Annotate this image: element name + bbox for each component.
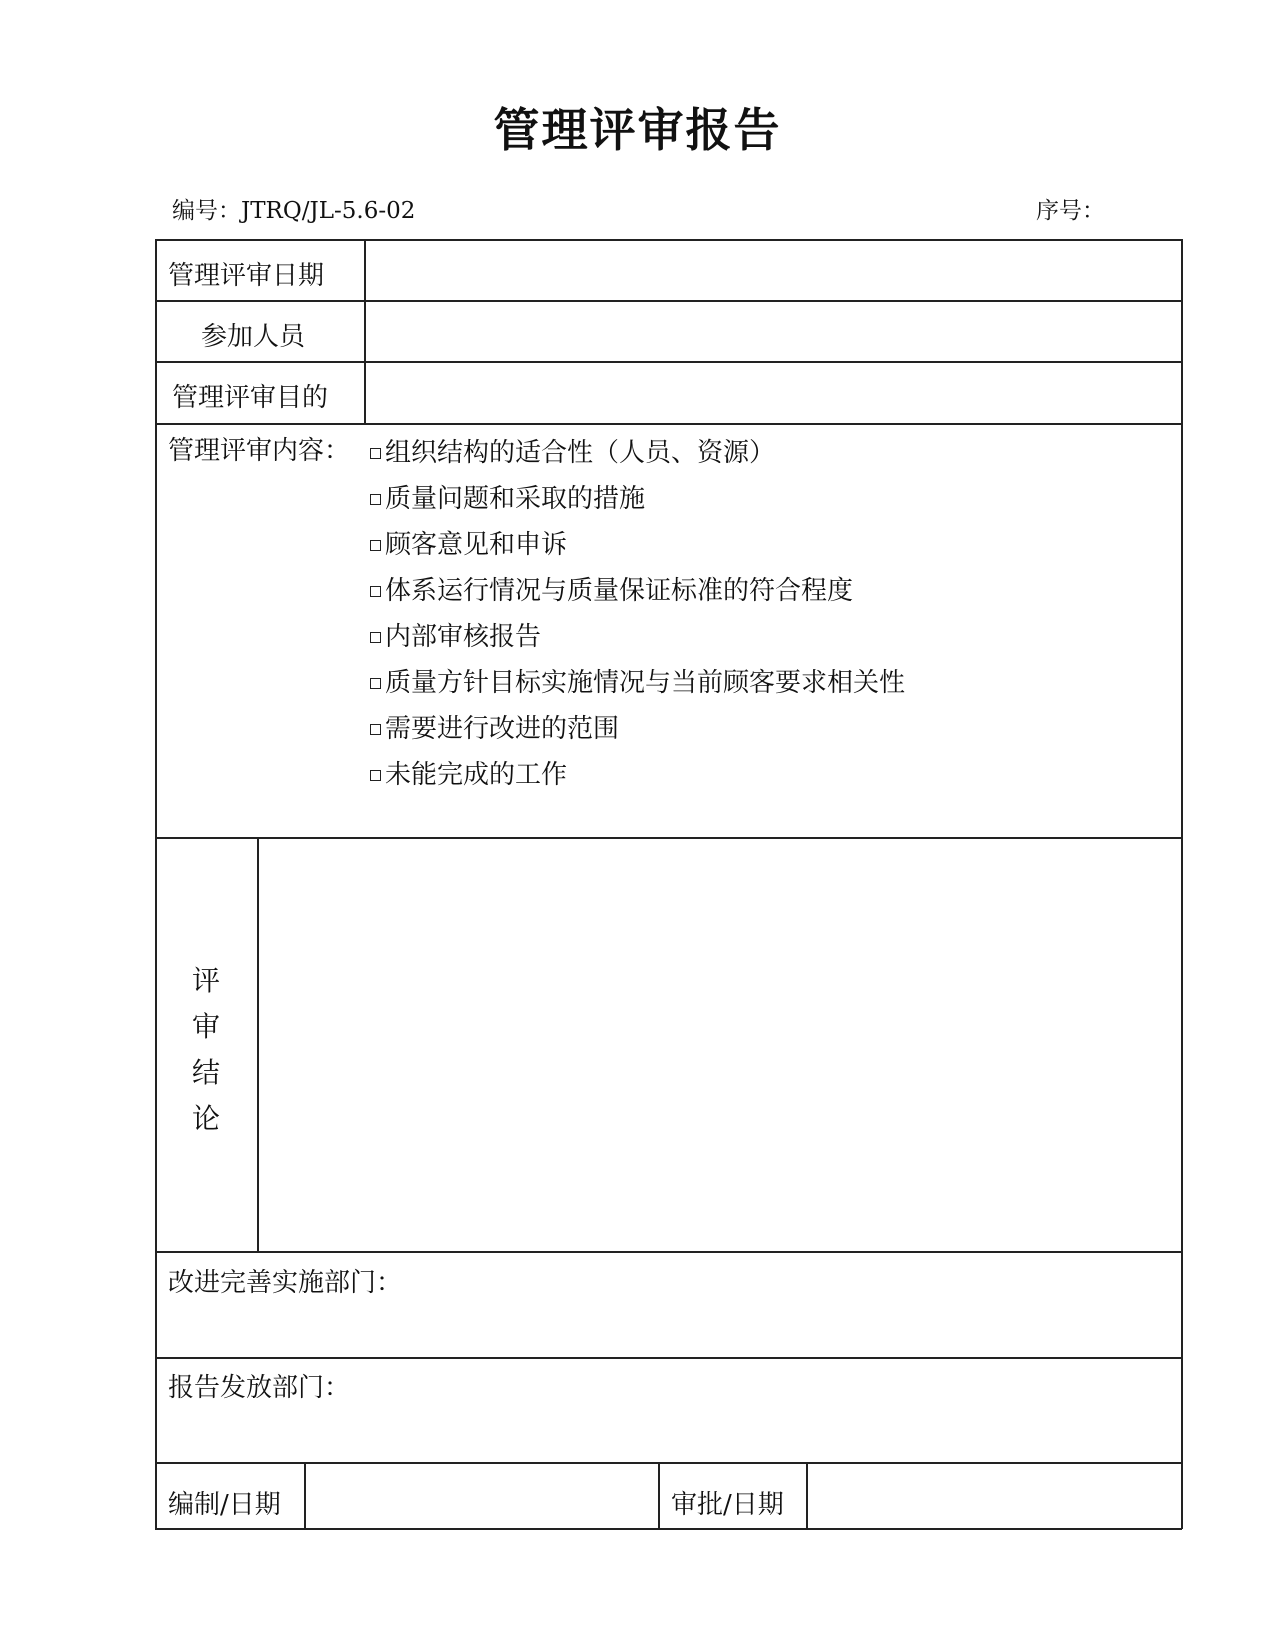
prepared-date-label: 编制/日期 (168, 1490, 281, 1520)
row-divider (155, 1251, 1182, 1253)
list-item[interactable]: 需要进行改进的范围 (370, 703, 905, 749)
column-divider (257, 837, 259, 1251)
review-conclusion-label: 评 审 结 论 (191, 964, 220, 1135)
checkbox-icon[interactable] (370, 448, 381, 459)
row-divider (155, 1462, 1182, 1464)
checkbox-icon[interactable] (370, 586, 381, 597)
list-item[interactable]: 内部审核报告 (370, 611, 905, 657)
approved-date-label: 审批/日期 (671, 1490, 784, 1520)
participants-field[interactable] (367, 302, 1179, 360)
checkbox-icon[interactable] (370, 770, 381, 781)
row-divider (155, 837, 1182, 839)
approved-date-field[interactable] (809, 1465, 1179, 1526)
review-purpose-label: 管理评审目的 (172, 383, 329, 413)
column-divider (364, 239, 366, 423)
checkbox-icon[interactable] (370, 540, 381, 551)
checkbox-icon[interactable] (370, 724, 381, 735)
page-title: 管理评审报告 (493, 103, 782, 157)
review-date-field[interactable] (367, 241, 1179, 299)
participants-label: 参加人员 (201, 322, 306, 352)
prepared-date-field[interactable] (307, 1465, 656, 1526)
review-content-list (370, 427, 905, 795)
row-divider (155, 423, 1182, 425)
review-form-table (155, 239, 1182, 1529)
list-item[interactable]: 体系运行情况与质量保证标准的符合程度 (370, 565, 905, 611)
list-item[interactable]: 组织结构的适合性（人员、资源） (370, 427, 905, 473)
list-item[interactable]: 质量方针目标实施情况与当前顾客要求相关性 (370, 657, 905, 703)
review-content-label: 管理评审内容： (168, 436, 351, 466)
checkbox-icon[interactable] (370, 494, 381, 505)
improvement-department-field[interactable] (168, 1301, 1168, 1353)
serial-number-label: 序号： (1036, 198, 1105, 224)
row-divider (155, 1357, 1182, 1359)
review-date-label: 管理评审日期 (168, 261, 325, 291)
distribution-department-label: 报告发放部门： (168, 1373, 351, 1403)
distribution-department-field[interactable] (168, 1406, 1168, 1458)
review-conclusion-field[interactable] (260, 840, 1179, 1249)
checkbox-icon[interactable] (370, 632, 381, 643)
document-code: 编号：JTRQ/JL-5.6-02 (172, 198, 416, 224)
improvement-department-label: 改进完善实施部门： (168, 1268, 403, 1298)
column-divider (806, 1462, 808, 1529)
checkbox-icon[interactable] (370, 678, 381, 689)
list-item[interactable]: 顾客意见和申诉 (370, 519, 905, 565)
column-divider (304, 1462, 306, 1529)
table-border-right (1181, 239, 1183, 1529)
review-purpose-field[interactable] (367, 363, 1179, 422)
column-divider (658, 1462, 660, 1529)
list-item[interactable]: 质量问题和采取的措施 (370, 473, 905, 519)
table-border-left (155, 239, 157, 1529)
list-item[interactable]: 未能完成的工作 (370, 749, 905, 795)
table-border-bottom (155, 1528, 1182, 1530)
